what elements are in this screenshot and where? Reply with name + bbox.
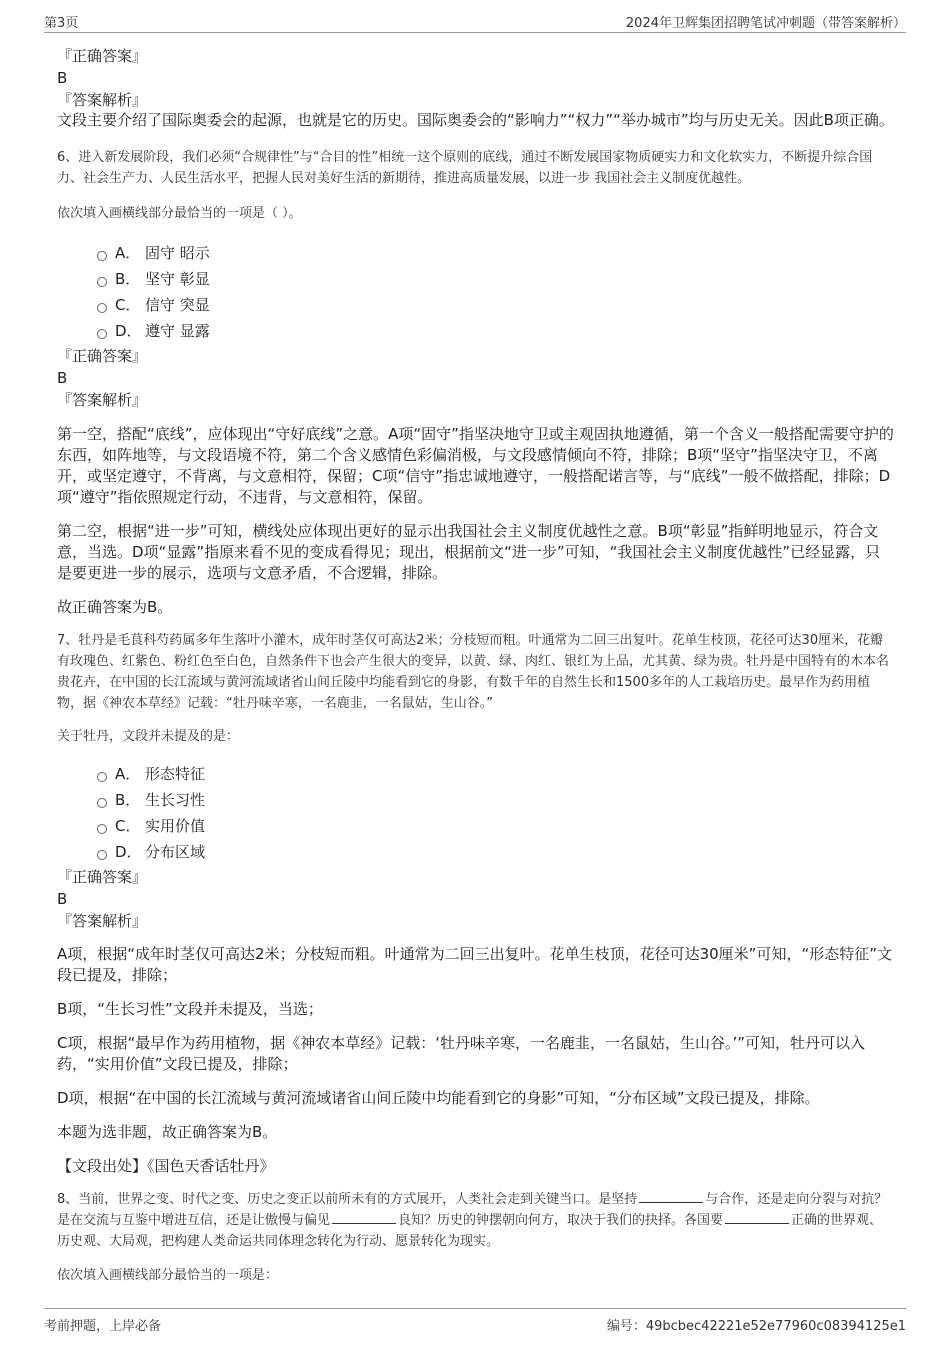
radio-icon[interactable]: [97, 824, 107, 834]
fill-blank: [332, 1211, 396, 1224]
question-7-options: [97, 761, 895, 865]
option-c[interactable]: C． 实用价值: [97, 813, 895, 839]
source-note: 【文段出处】《国色天香话牡丹》: [57, 1157, 275, 1175]
analysis-paragraph: 本题为选非题，故正确答案为B。: [57, 1123, 278, 1141]
fill-blank: [725, 1211, 789, 1224]
analysis-label: 『答案解析』: [57, 391, 148, 409]
question-8-prompt: 依次填入画横线部分最恰当的一项是：: [57, 1268, 279, 1283]
option-a[interactable]: A． 固守 昭示: [97, 240, 895, 266]
radio-icon[interactable]: [97, 277, 107, 287]
option-d[interactable]: D． 分布区域: [97, 839, 895, 865]
analysis-paragraph: A项，根据“成年时茎仅可高达2米；分枝短而粗。叶通常为二回三出复叶。花单生枝顶，花径可达30厘米”可知，“形态特征”文段已提及，排除；: [57, 945, 892, 984]
question-6-prompt: 依次填入画横线部分最恰当的一项是（ ）。: [57, 206, 302, 221]
analysis-paragraph: D项，根据“在中国的长江流域与黄河流域诸省山间丘陵中均能看到它的身影”可知，“分布区域”文段已提及，排除。: [57, 1089, 820, 1107]
document-title: 2024年卫辉集团招聘笔试冲刺题（带答案解析）: [625, 16, 906, 31]
analysis-paragraph: C项，根据“最早作为药用植物，据《神农本草经》记载：‘牡丹味辛寒，一名鹿韭，一名鼠姑，生山谷。’”可知，牡丹可以入药，“实用价值”文段已提及，排除；: [57, 1034, 866, 1073]
fill-blank: [639, 1190, 703, 1203]
question-8-stem: 8、当前，世界之变、时代之变、历史之变正以前所未有的方式展开，人类社会走到关键当口。是坚持 与合作，还是走向分裂与对抗？是在交流与互鉴中增进互信，还是让傲慢与偏见 良知？历史的钟摆朝向何方，取决于我们的抉择。各国要 正确的世界观、历史观、大局观，把构建人类命运共同体理念转化为行动、愿景转化为现实。: [57, 1192, 888, 1249]
question-6-stem: 6、进入新发展阶段，我们必须“合规律性”与“合目的性”相统一这个原则的底线，通过不断发展国家物质硬实力和文化软实力，不断提升综合国力、社会生产力、人民生活水平，把握人民对美好生活的新期待，推进高质量发展，以进一步 我国社会主义制度优越性。: [57, 150, 873, 186]
question-6-options: [97, 240, 895, 344]
option-c[interactable]: C． 信守 突显: [97, 292, 895, 318]
radio-icon[interactable]: [97, 772, 107, 782]
option-d[interactable]: D． 遵守 显露: [97, 318, 895, 344]
radio-icon[interactable]: [97, 251, 107, 261]
radio-icon[interactable]: [97, 329, 107, 339]
analysis-label: 『答案解析』: [57, 912, 148, 930]
answer-value: B: [57, 369, 68, 387]
answer-value: B: [57, 890, 68, 908]
answer-label: 『正确答案』: [57, 347, 148, 365]
analysis-paragraph: B项，“生长习性”文段并未提及，当选；: [57, 1000, 323, 1018]
footer-slogan: 考前押题，上岸必备: [44, 1319, 162, 1334]
page-header: [44, 12, 906, 33]
analysis-paragraph: 第一空，搭配“底线”，应体现出“守好底线”之意。A项“固守”指坚决地守卫或主观固执地遵循，第一个含义一般搭配需要守护的东西，如阵地等，与文段语境不符，第二个含义感情色彩偏消极，与文段感情倾向不符，排除；B项“坚守”指坚决守卫，不离开，或坚定遵守，不背离，与文意相符，保留；C项“信守”指忠诚地遵守，一般搭配诺言等，与“底线”一般不做搭配，排除；D项“遵守”指依照规定行动，不违背，与文意相符，保留。: [57, 425, 894, 506]
page-footer: [44, 1308, 906, 1333]
analysis-label: 『答案解析』: [57, 91, 148, 109]
option-b[interactable]: B． 坚守 彰显: [97, 266, 895, 292]
answer-value: B: [57, 69, 68, 87]
document-code: 编号：49bcbec42221e52e77960c08394125e1: [606, 1319, 906, 1334]
radio-icon[interactable]: [97, 798, 107, 808]
analysis-paragraph: 第二空，根据“进一步”可知，横线处应体现出更好的显示出我国社会主义制度优越性之意。B项“彰显”指鲜明地显示，符合文意，当选。D项“显露”指原来看不见的变成看得见；现出，根据前文“进一步”可知，“我国社会主义制度优越性”已经显露，只是要更进一步的展示，选项与文意矛盾，不合逻辑，排除。: [57, 522, 881, 582]
page-content: [57, 46, 895, 1286]
question-7-prompt: 关于牡丹，文段并未提及的是：: [57, 729, 240, 744]
question-7-stem: 7、牡丹是毛茛科芍药属多年生落叶小灌木，成年时茎仅可高达2米；分枝短而粗。叶通常为二回三出复叶。花单生枝顶，花径可达30厘米，花瓣有玫瑰色、红紫色、粉红色至白色，自然条件下也会产生很大的变异，以黄、绿、肉红、银红为上品，尤其黄、绿为贵。牡丹是中国特有的木本名贵花卉，在中国的长江流域与黄河流域诸省山间丘陵中均能看到它的身影，有数千年的自然生长和1500多年的人工栽培历史。最早作为药用植物，据《神农本草经》记载：“牡丹味辛寒，一名鹿韭，一名鼠姑，生山谷。”: [57, 633, 890, 711]
analysis-paragraph: 故正确答案为B。: [57, 598, 173, 616]
page-number: 第3页: [44, 16, 79, 31]
option-b[interactable]: B． 生长习性: [97, 787, 895, 813]
radio-icon[interactable]: [97, 850, 107, 860]
option-a[interactable]: A． 形态特征: [97, 761, 895, 787]
answer-label: 『正确答案』: [57, 868, 148, 886]
answer-label: 『正确答案』: [57, 47, 148, 65]
analysis-text: 文段主要介绍了国际奥委会的起源，也就是它的历史。国际奥委会的“影响力”“权力”“举办城市”均与历史无关。因此B项正确。: [57, 111, 894, 129]
radio-icon[interactable]: [97, 303, 107, 313]
